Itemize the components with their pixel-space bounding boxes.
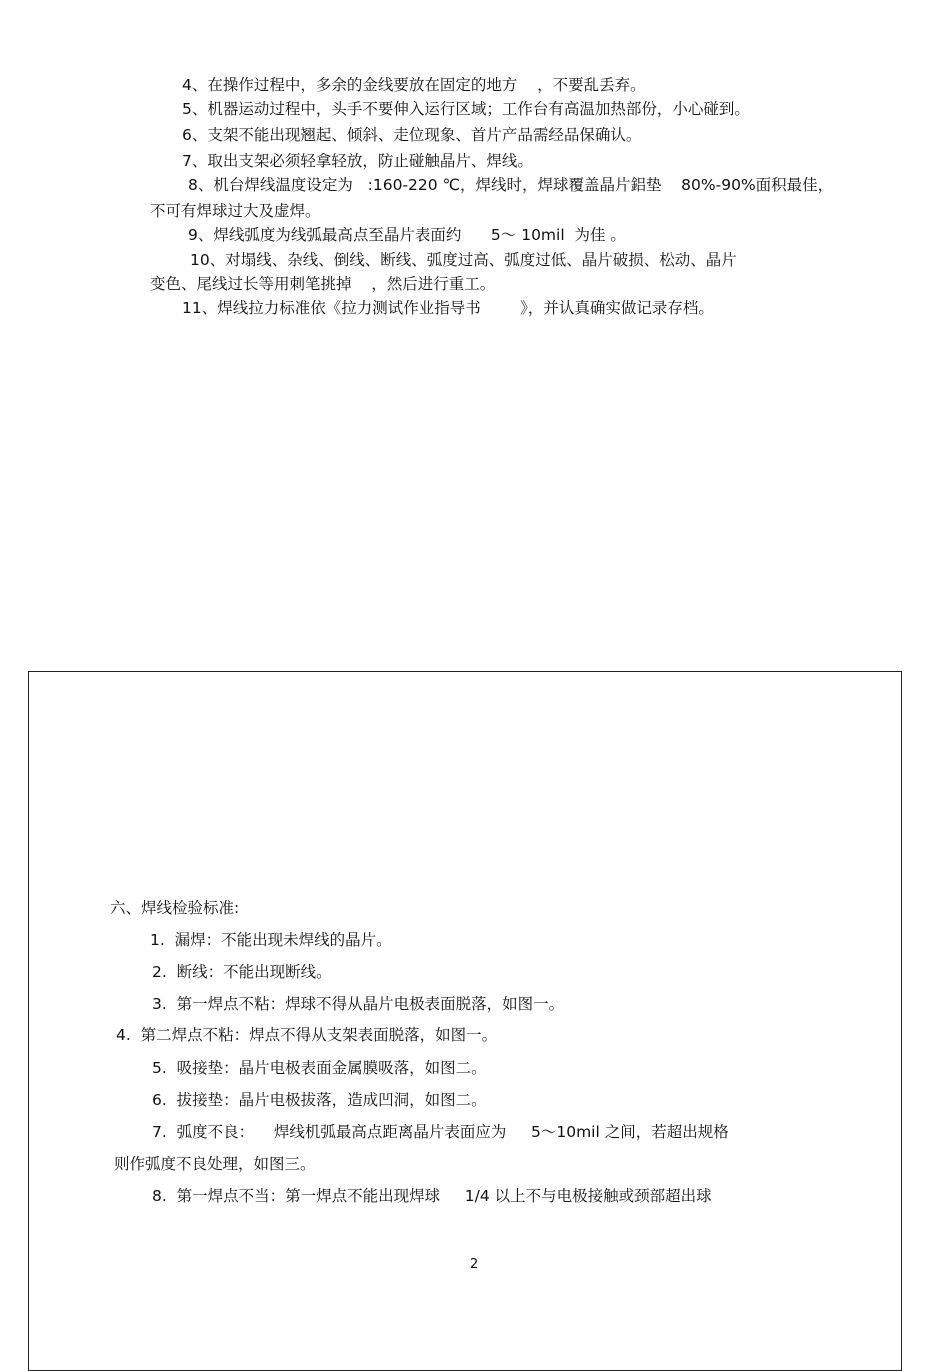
list-item: 6. 拔接垫：晶片电极拔落，造成凹洞，如图二。 bbox=[152, 1091, 487, 1109]
list-item: 10、对塌线、杂线、倒线、断线、弧度过高、弧度过低、晶片破损、松动、晶片 bbox=[190, 251, 737, 269]
list-item: 4. 第二焊点不粘：焊点不得从支架表面脱落，如图一。 bbox=[116, 1026, 498, 1044]
list-item: 5、机器运动过程中，头手不要伸入运行区域；工作台有高温加热部份，小心碰到。 bbox=[182, 100, 750, 118]
list-item: 7、取出支架必须轻拿轻放，防止碰触晶片、焊线。 bbox=[182, 152, 533, 170]
section-heading: 六、焊线检验标准: bbox=[110, 899, 240, 917]
list-item: 6、支架不能出现翘起、倾斜、走位现象、首片产品需经品保确认。 bbox=[182, 126, 642, 144]
list-item: 1. 漏焊：不能出现未焊线的晶片。 bbox=[150, 931, 392, 949]
list-item: 2. 断线：不能出现断线。 bbox=[152, 963, 332, 981]
content-frame bbox=[28, 671, 902, 1371]
list-item: 8. 第一焊点不当：第一焊点不能出现焊球 1/4 以上不与电极接触或颈部超出球 bbox=[152, 1187, 712, 1205]
list-item: 4、在操作过程中，多余的金线要放在固定的地方 ，不要乱丢弃。 bbox=[182, 76, 646, 94]
list-item: 3. 第一焊点不粘：焊球不得从晶片电极表面脱落，如图一。 bbox=[152, 995, 565, 1013]
list-item: 11、焊线拉力标准依《拉力测试作业指导书 》，并认真确实做记录存档。 bbox=[182, 299, 714, 317]
list-item: 9、焊线弧度为线弧最高点至晶片表面约 5～ 10mil 为佳 。 bbox=[188, 226, 626, 244]
page-number: 2 bbox=[470, 1257, 479, 1272]
list-item: 5. 吸接垫：晶片电极表面金属膜吸落，如图二。 bbox=[152, 1059, 487, 1077]
list-item: 7. 弧度不良： 焊线机弧最高点距离晶片表面应为 5～10mil 之间，若超出规格 bbox=[152, 1123, 729, 1141]
list-item: 不可有焊球过大及虚焊。 bbox=[150, 202, 321, 220]
list-item: 变色、尾线过长等用刺笔挑掉 ，然后进行重工。 bbox=[150, 275, 496, 293]
list-item: 8、机台焊线温度设定为 :160-220 ℃，焊线时，焊球覆盖晶片鋁垫 80%-90%面积最佳， bbox=[188, 176, 834, 194]
list-item: 则作弧度不良处理，如图三。 bbox=[114, 1155, 316, 1173]
